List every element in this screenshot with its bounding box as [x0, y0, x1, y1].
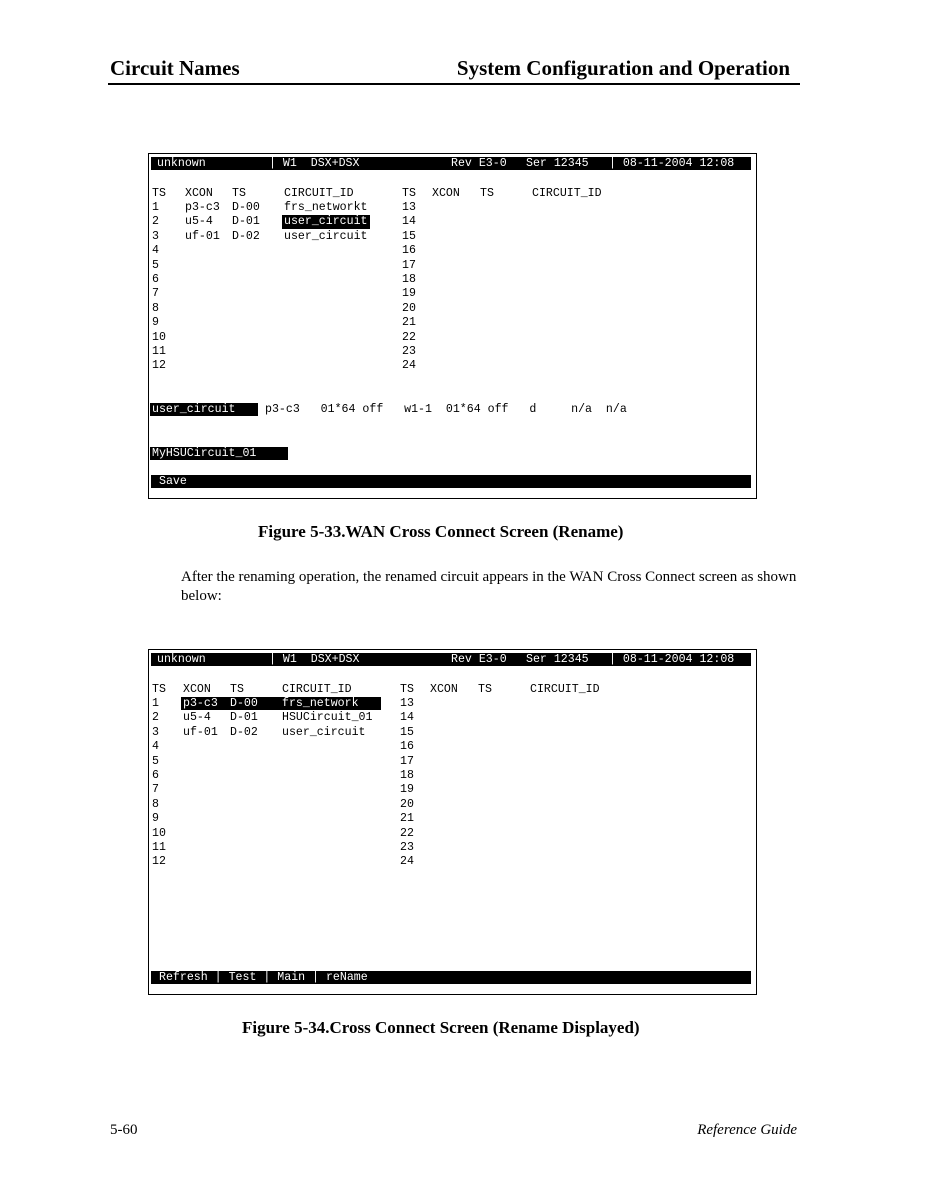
ts-right-cell: 18 [400, 769, 414, 782]
ts-right-cell: 21 [402, 316, 416, 330]
table-row[interactable] [152, 302, 750, 316]
col-ts2: TS [232, 187, 246, 200]
col-ts-right: TS [402, 187, 416, 200]
ts-cell: 10 [152, 330, 166, 344]
ts-cell: 8 [152, 301, 159, 315]
col-circuit-id-right: CIRCUIT_ID [532, 187, 602, 200]
status-rev: Rev E3-0 [451, 653, 507, 666]
table-row[interactable] [152, 697, 750, 711]
table-row[interactable] [152, 855, 750, 869]
ts-right-cell: 13 [402, 201, 416, 214]
ts2-cell: D-02 [232, 229, 260, 243]
table-row[interactable] [152, 769, 750, 783]
table-row[interactable] [152, 711, 750, 725]
table-row[interactable] [152, 215, 750, 229]
ts2-cell: D-02 [230, 725, 258, 739]
col-circuit-id: CIRCUIT_ID [282, 683, 352, 696]
ts2-cell: D-01 [232, 215, 260, 229]
table-row[interactable] [152, 287, 750, 301]
rename-input[interactable]: MyHSUCircuit_01 [150, 447, 288, 460]
table-row[interactable] [152, 783, 750, 797]
ts-cell: 6 [152, 273, 159, 286]
ts-right-cell: 15 [400, 725, 414, 739]
document-title: Reference Guide [697, 1122, 797, 1138]
table-row[interactable] [152, 726, 750, 740]
table-row[interactable] [152, 740, 750, 754]
xcon-cell: u5-4 [183, 711, 211, 725]
header-rule [108, 83, 800, 85]
ts-right-cell: 19 [400, 783, 414, 797]
table-row[interactable] [152, 812, 750, 826]
figure-caption-5-34: Figure 5-34.Cross Connect Screen (Rename Displayed) [242, 1018, 640, 1037]
table-row[interactable] [152, 345, 750, 359]
col-ts-right: TS [400, 683, 414, 696]
status-serial: Ser 12345 [526, 653, 589, 666]
ts-cell: 6 [152, 769, 159, 782]
ts-right-cell: 14 [402, 215, 416, 229]
ts-right-cell: 18 [402, 273, 416, 286]
xcon-cell: uf-01 [185, 229, 220, 243]
ts-right-cell: 20 [402, 301, 416, 315]
status-port: | W1 DSX+DSX [269, 653, 360, 666]
status-port: | W1 DSX+DSX [269, 157, 360, 170]
save-command[interactable]: Save [159, 475, 187, 488]
ts2-cell: D-01 [230, 711, 258, 725]
xcon-cell: p3-c3 [183, 697, 218, 710]
figure-caption-5-33: Figure 5-33.WAN Cross Connect Screen (Rename) [258, 522, 624, 541]
status-node-name: unknown [157, 157, 206, 170]
col-xcon: XCON [183, 683, 211, 696]
ts-cell: 11 [152, 841, 166, 854]
table-row[interactable] [152, 316, 750, 330]
ts-cell: 3 [152, 229, 159, 243]
ts-cell: 3 [152, 725, 159, 739]
terminal-screen-renamed [148, 649, 757, 995]
table-row[interactable] [152, 331, 750, 345]
status-serial: Ser 12345 [526, 157, 589, 170]
table-row[interactable] [152, 359, 750, 373]
col-ts: TS [152, 187, 166, 200]
ts-right-cell: 21 [400, 812, 414, 826]
col-ts: TS [152, 683, 166, 696]
table-header-row [152, 683, 750, 697]
ts-cell: 4 [152, 740, 159, 754]
ts-cell: 7 [152, 287, 159, 301]
ts-cell: 5 [152, 754, 159, 768]
col-xcon-right: XCON [430, 683, 458, 696]
table-row[interactable] [152, 755, 750, 769]
ts-cell: 10 [152, 826, 166, 840]
col-circuit-id: CIRCUIT_ID [284, 187, 354, 200]
ts-cell: 12 [152, 359, 166, 373]
command-bar [151, 971, 751, 984]
ts-cell: 11 [152, 345, 166, 358]
ts-cell: 7 [152, 783, 159, 797]
circuit-id-cell: user_circuit [284, 215, 368, 229]
circuit-id-cell: user_circuit [284, 229, 368, 243]
circuit-id-cell: frs_networkt [284, 201, 368, 214]
table-row[interactable] [152, 798, 750, 812]
table-row[interactable] [152, 841, 750, 855]
detail-values: p3-c3 01*64 off w1-1 01*64 off d n/a n/a [265, 403, 627, 416]
ts-right-cell: 17 [402, 258, 416, 272]
table-row[interactable] [152, 827, 750, 841]
ts-cell: 2 [152, 215, 159, 229]
table-header-row [152, 187, 750, 201]
table-row[interactable] [152, 230, 750, 244]
ts-cell: 9 [152, 812, 159, 826]
xcon-cell: uf-01 [183, 725, 218, 739]
ts-right-cell: 19 [402, 287, 416, 301]
col-ts2: TS [230, 683, 244, 696]
ts-right-cell: 24 [400, 855, 414, 869]
status-rev: Rev E3-0 [451, 157, 507, 170]
ts-cell: 1 [152, 201, 159, 214]
col-ts2-right: TS [478, 683, 492, 696]
status-date: | 08-11-2004 12:08 [609, 157, 735, 170]
ts-right-cell: 15 [402, 229, 416, 243]
ts-right-cell: 23 [400, 841, 414, 854]
ts-cell: 4 [152, 244, 159, 258]
circuit-id-cell: frs_network [282, 697, 359, 710]
ts-right-cell: 16 [402, 244, 416, 258]
ts-cell: 8 [152, 797, 159, 811]
ts-right-cell: 14 [400, 711, 414, 725]
ts2-cell: D-00 [232, 201, 260, 214]
page-number: 5-60 [110, 1122, 138, 1138]
ts-cell: 9 [152, 316, 159, 330]
detail-row [152, 403, 750, 417]
rename-row [152, 447, 750, 461]
table-row[interactable] [152, 259, 750, 273]
xcon-cell: p3-c3 [185, 201, 220, 214]
command-menu[interactable]: Refresh | Test | Main | reName [159, 971, 368, 984]
table-row[interactable] [152, 201, 750, 215]
table-row[interactable] [152, 273, 750, 287]
col-xcon-right: XCON [432, 187, 460, 200]
ts-cell: 1 [152, 697, 159, 710]
ts-right-cell: 23 [402, 345, 416, 358]
col-circuit-id-right: CIRCUIT_ID [530, 683, 600, 696]
circuit-id-cell: HSUCircuit_01 [282, 711, 373, 725]
command-bar [151, 475, 751, 488]
status-bar [151, 157, 751, 170]
selected-circuit-name[interactable]: user_circuit [150, 403, 258, 416]
xcon-cell: u5-4 [185, 215, 213, 229]
ts-cell: 12 [152, 855, 166, 869]
ts-right-cell: 22 [400, 826, 414, 840]
status-node-name: unknown [157, 653, 206, 666]
body-paragraph: After the renaming operation, the renamed circuit appears in the WAN Cross Connect screen as shown below: [181, 569, 797, 604]
status-bar [151, 653, 751, 666]
ts-right-cell: 24 [402, 359, 416, 373]
col-xcon: XCON [185, 187, 213, 200]
col-ts2-right: TS [480, 187, 494, 200]
page-header-chapter: System Configuration and Operation [456, 56, 790, 80]
ts-right-cell: 13 [400, 697, 414, 710]
terminal-screen-rename [148, 153, 757, 499]
ts-right-cell: 16 [400, 740, 414, 754]
ts-right-cell: 20 [400, 797, 414, 811]
page-header-section: Circuit Names [110, 56, 240, 80]
circuit-id-cell: user_circuit [282, 725, 366, 739]
ts-cell: 2 [152, 711, 159, 725]
table-row[interactable] [152, 244, 750, 258]
ts2-cell: D-00 [230, 697, 258, 710]
ts-cell: 5 [152, 258, 159, 272]
ts-right-cell: 22 [402, 330, 416, 344]
ts-right-cell: 17 [400, 754, 414, 768]
status-date: | 08-11-2004 12:08 [609, 653, 735, 666]
